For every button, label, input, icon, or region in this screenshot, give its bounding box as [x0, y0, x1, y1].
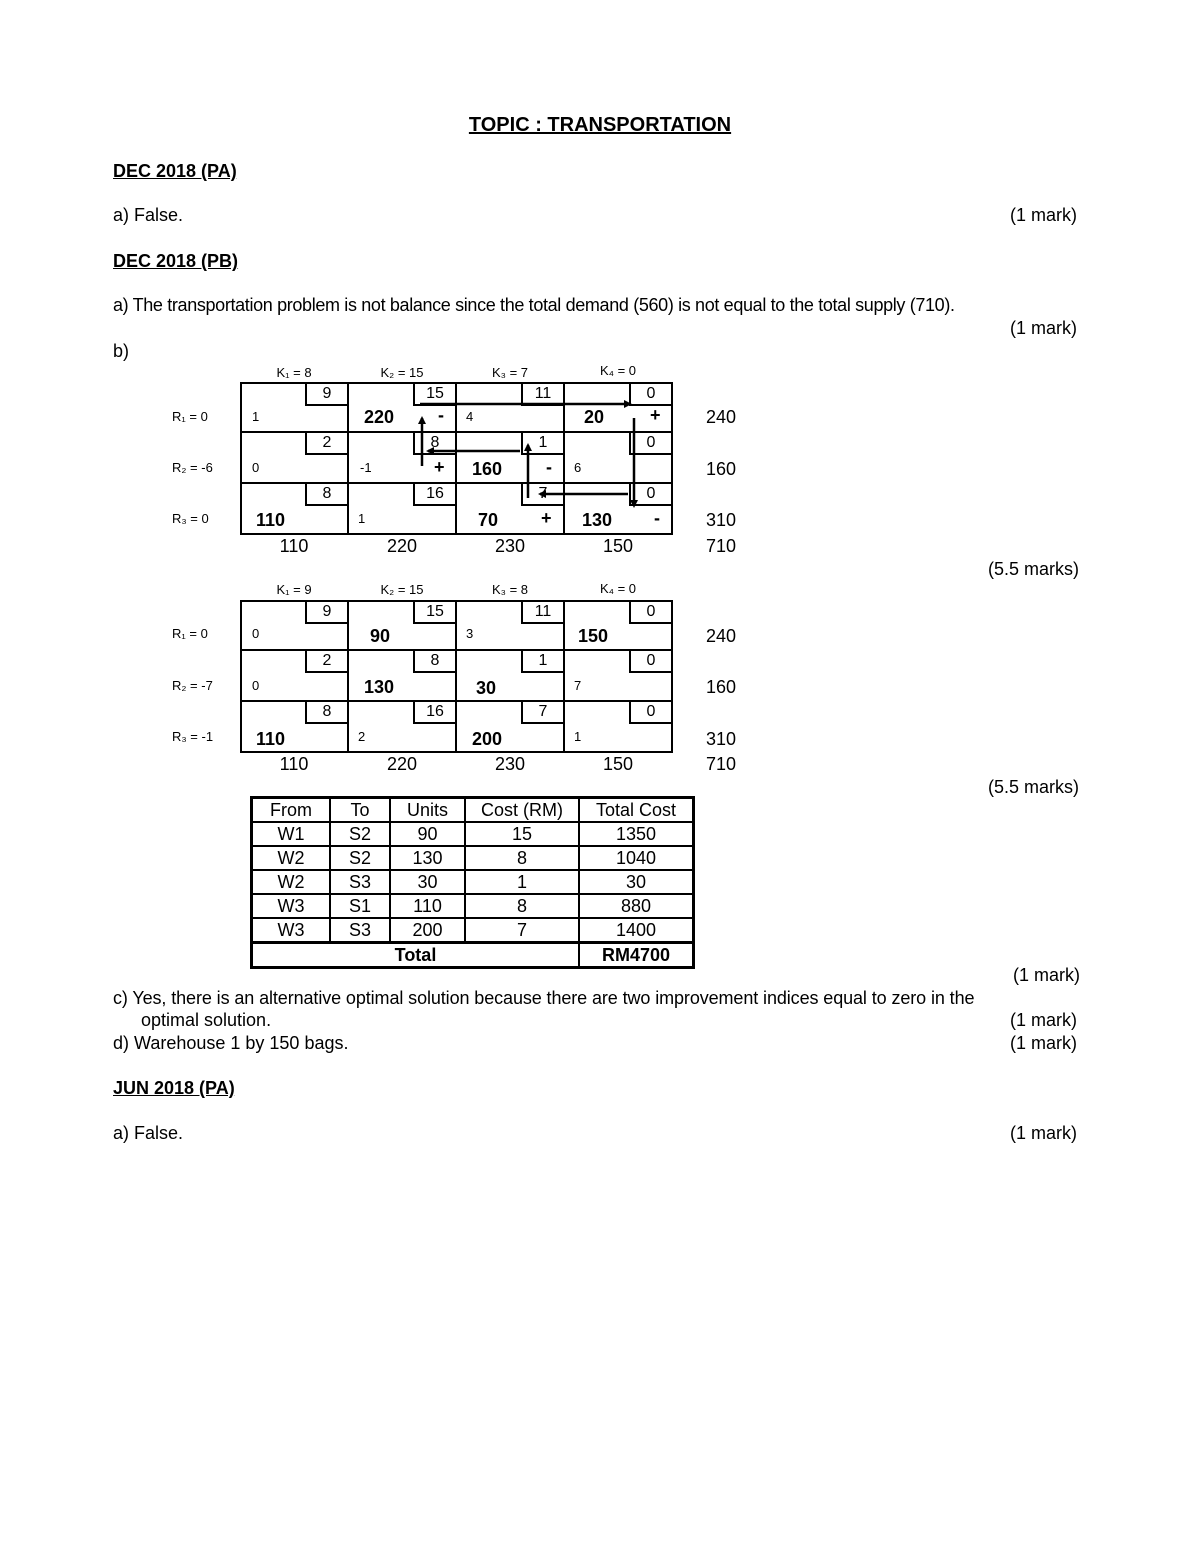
cell-total-cost: 1400	[579, 918, 694, 943]
cell-units: 30	[390, 870, 465, 894]
row-potential: R₃ = 0	[172, 511, 209, 526]
row-potential: R₃ = -1	[172, 729, 214, 744]
cell-from: W2	[252, 846, 331, 870]
cost-value: 2	[305, 433, 347, 455]
loop-sign-plus: +	[650, 405, 661, 425]
cell-to: S3	[330, 870, 390, 894]
cell-units: 110	[390, 894, 465, 918]
cost-value: 8	[305, 484, 347, 506]
demand-value: 110	[279, 754, 309, 774]
cost-value: 11	[521, 602, 563, 624]
label-b-dec2018pb: b)	[113, 341, 130, 361]
table-row	[252, 846, 694, 870]
improvement-index: 0	[252, 460, 260, 475]
supply-value: 160	[706, 459, 737, 479]
answer-a-dec2018pa: a) False.	[113, 205, 184, 225]
demand-value: 220	[386, 754, 418, 774]
cost-value: 0	[629, 602, 671, 624]
cell-units: 200	[390, 918, 465, 943]
supply-value: 160	[706, 677, 737, 697]
loop-sign-minus: -	[546, 457, 552, 477]
column-header: From	[252, 798, 331, 823]
cell-cost: 8	[465, 894, 579, 918]
cell-to: S2	[330, 846, 390, 870]
supply-value: 310	[706, 729, 737, 749]
stepping-stone-path	[0, 0, 1200, 560]
section-heading-dec2018pb: DEC 2018 (PB)	[113, 251, 239, 271]
column-header: Total Cost	[579, 798, 694, 823]
cell-units: 130	[390, 846, 465, 870]
loop-sign-minus: -	[438, 405, 444, 425]
section-heading-dec2018pa: DEC 2018 (PA)	[113, 161, 237, 181]
improvement-index: -1	[360, 460, 372, 475]
mark-table-1: (5.5 marks)	[988, 559, 1080, 579]
mark-summary: (1 mark)	[1013, 965, 1080, 985]
answer-c-line1: c) Yes, there is an alternative optimal solution because there are two improvement indices equal to zero in the	[113, 988, 975, 1008]
cost-value: 0	[629, 433, 671, 455]
answer-c-line2: optimal solution.	[141, 1010, 272, 1030]
cell-cost: 8	[465, 846, 579, 870]
allocation-value: 150	[578, 626, 609, 646]
improvement-index: 1	[358, 511, 366, 526]
mark-a-dec2018pb: (1 mark)	[1010, 318, 1077, 338]
cell-total-cost: 1040	[579, 846, 694, 870]
cell-units: 90	[390, 822, 465, 846]
mark-d: (1 mark)	[1010, 1033, 1077, 1053]
col-potential: K₂ = 15	[380, 365, 424, 380]
demand-value: 220	[386, 536, 418, 556]
cell-from: W3	[252, 894, 331, 918]
improvement-index: 1	[252, 409, 260, 424]
cost-value: 0	[629, 702, 671, 724]
cell-total-cost: 880	[579, 894, 694, 918]
loop-sign-plus: +	[434, 457, 445, 477]
improvement-index: 4	[466, 409, 474, 424]
cell-cost: 1	[465, 870, 579, 894]
cost-value: 1	[521, 651, 563, 673]
cost-value: 7	[521, 702, 563, 724]
allocation-value: 200	[472, 729, 503, 749]
cost-value: 0	[629, 384, 671, 406]
cost-value: 0	[629, 651, 671, 673]
col-potential: K₂ = 15	[380, 582, 424, 597]
mark-table-2: (5.5 marks)	[988, 777, 1080, 797]
cost-value: 15	[413, 384, 455, 406]
cost-value: 2	[305, 651, 347, 673]
loop-sign-minus: -	[654, 508, 660, 528]
cost-value: 11	[521, 384, 563, 406]
cost-value: 8	[413, 651, 455, 673]
table-row	[252, 822, 694, 846]
column-header: Cost (RM)	[465, 798, 579, 823]
table-header-row	[252, 798, 694, 823]
answer-a-jun2018pa: a) False.	[113, 1123, 184, 1143]
column-header: To	[330, 798, 390, 823]
allocation-value: 110	[256, 729, 286, 749]
allocation-value: 160	[472, 459, 503, 479]
col-potential: K₄ = 0	[599, 581, 637, 596]
row-potential: R₁ = 0	[172, 626, 208, 641]
improvement-index: 0	[252, 678, 260, 693]
table-row	[252, 918, 694, 943]
section-heading-jun2018pa: JUN 2018 (PA)	[113, 1078, 235, 1098]
cost-value: 9	[305, 602, 347, 624]
answer-d: d) Warehouse 1 by 150 bags.	[113, 1033, 349, 1053]
grand-total: 710	[706, 754, 737, 774]
cell-from: W2	[252, 870, 331, 894]
demand-value: 230	[494, 754, 526, 774]
improvement-index: 1	[574, 729, 582, 744]
column-header: Units	[390, 798, 465, 823]
allocation-value: 30	[476, 678, 497, 698]
improvement-index: 0	[252, 626, 260, 641]
cost-value: 16	[413, 702, 455, 724]
table-row	[252, 870, 694, 894]
col-potential: K₄ = 0	[599, 363, 637, 378]
cell-to: S3	[330, 918, 390, 943]
col-potential: K₁ = 9	[276, 582, 312, 597]
row-potential: R₂ = -7	[172, 678, 213, 693]
cost-value: 9	[305, 384, 347, 406]
cell-cost: 7	[465, 918, 579, 943]
allocation-value: 130	[364, 677, 395, 697]
demand-value: 110	[279, 536, 309, 556]
col-potential: K₁ = 8	[276, 365, 312, 380]
row-potential: R₂ = -6	[172, 460, 213, 475]
mark-c: (1 mark)	[1010, 1010, 1077, 1030]
allocation-value: 70	[478, 510, 499, 530]
answer-a-dec2018pb: a) The transportation problem is not balance since the total demand (560) is not equal to the total supply (710).	[113, 295, 955, 315]
mark-a-dec2018pa: (1 mark)	[1010, 205, 1077, 225]
improvement-index: 3	[466, 626, 474, 641]
col-potential: K₃ = 8	[491, 582, 529, 597]
cell-cost: 15	[465, 822, 579, 846]
demand-value: 150	[602, 754, 634, 774]
allocation-value: 220	[364, 407, 395, 427]
allocation-value: 90	[370, 626, 391, 646]
cell-from: W1	[252, 822, 331, 846]
demand-value: 150	[602, 536, 634, 556]
page-title: TOPIC : TRANSPORTATION	[468, 114, 732, 136]
table-total-row	[252, 943, 694, 968]
cost-value: 1	[521, 433, 563, 455]
cost-value: 7	[521, 484, 563, 506]
demand-value: 230	[494, 536, 526, 556]
cell-to: S1	[330, 894, 390, 918]
cell-to: S2	[330, 822, 390, 846]
total-value: RM4700	[579, 943, 694, 968]
cost-value: 8	[413, 433, 455, 455]
improvement-index: 6	[574, 460, 582, 475]
total-label: Total	[252, 943, 580, 968]
supply-value: 240	[706, 407, 737, 427]
improvement-index: 2	[358, 729, 366, 744]
improvement-index: 7	[574, 678, 582, 693]
loop-sign-plus: +	[541, 508, 552, 528]
allocation-value: 110	[256, 510, 286, 530]
cost-summary-table	[250, 796, 695, 969]
grand-total: 710	[706, 536, 737, 556]
supply-value: 240	[706, 626, 737, 646]
cell-total-cost: 30	[579, 870, 694, 894]
allocation-value: 130	[582, 510, 613, 530]
cost-value: 8	[305, 702, 347, 724]
cost-value: 16	[413, 484, 455, 506]
mark-a-jun2018pa: (1 mark)	[1010, 1123, 1077, 1143]
cost-value: 0	[629, 484, 671, 506]
supply-value: 310	[706, 510, 737, 530]
table-row	[252, 894, 694, 918]
cost-value: 15	[413, 602, 455, 624]
cell-from: W3	[252, 918, 331, 943]
cell-total-cost: 1350	[579, 822, 694, 846]
col-potential: K₃ = 7	[491, 365, 529, 380]
allocation-value: 20	[584, 407, 605, 427]
row-potential: R₁ = 0	[172, 409, 208, 424]
